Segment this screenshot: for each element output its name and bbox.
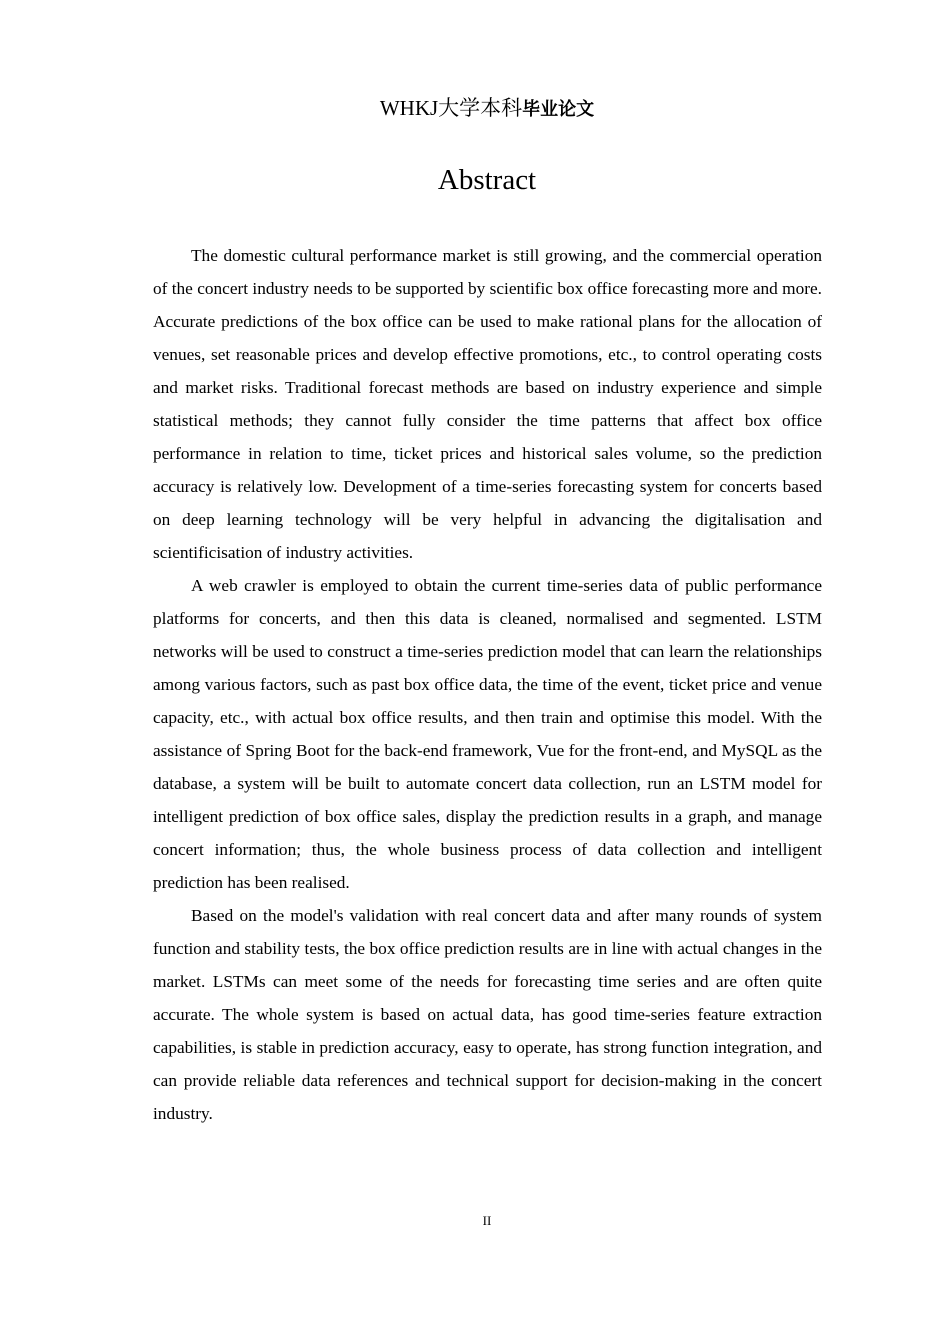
page-number: II bbox=[482, 1213, 492, 1228]
abstract-paragraph: Based on the model's validation with real concert data and after many rounds of system function and stability tests, the box office prediction results are in line with actual changes in the market. LSTMs can meet some of the needs for forecasting time series and are often quite accurate. The whole system is based on actual data, has good time-series feature extraction capabilities, is stable in prediction accuracy, easy to operate, has strong function integration, and can provide reliable data references and technical support for decision-making in the concert industry. bbox=[153, 906, 822, 1123]
abstract-body bbox=[153, 239, 822, 1130]
header-university: WHKJ大学本科 bbox=[379, 96, 523, 120]
abstract-paragraph: A web crawler is employed to obtain the current time-series data of public performance platforms for concerts, and then this data is cleaned, normalised and segmented. LSTM networks will be used to construct a time-series prediction model that can learn the relationships among various factors, such as past box office data, the time of the event, ticket price and venue capacity, etc., with actual box office results, and then train and optimise this model. With the assistance of Spring Boot for the back-end framework, Vue for the front-end, and MySQL as the database, a system will be built to automate concert data collection, run an LSTM model for intelligent prediction of box office sales, display the prediction results in a graph, and manage concert information; thus, the whole business process of data collection and intelligent prediction has been realised. bbox=[153, 576, 822, 892]
page-header bbox=[0, 94, 950, 123]
abstract-paragraph: The domestic cultural performance market is still growing, and the commercial operation of the concert industry needs to be supported by scientific box office forecasting more and more. Accurate predictions of the box office can be used to make rational plans for the allocation of venues, set reasonable prices and develop effective promotions, etc., to control operating costs and market risks. Traditional forecast methods are based on industry experience and simple statistical methods; they cannot fully consider the time patterns that affect box office performance in relation to time, ticket prices and historical sales volume, so the prediction accuracy is relatively low. Development of a time-series forecasting system for concerts based on deep learning technology will be very helpful in advancing the digitalisation and scientificisation of industry activities. bbox=[153, 246, 822, 562]
abstract-title: Abstract bbox=[437, 164, 537, 196]
header-thesis-label: 毕业论文 bbox=[522, 99, 595, 119]
